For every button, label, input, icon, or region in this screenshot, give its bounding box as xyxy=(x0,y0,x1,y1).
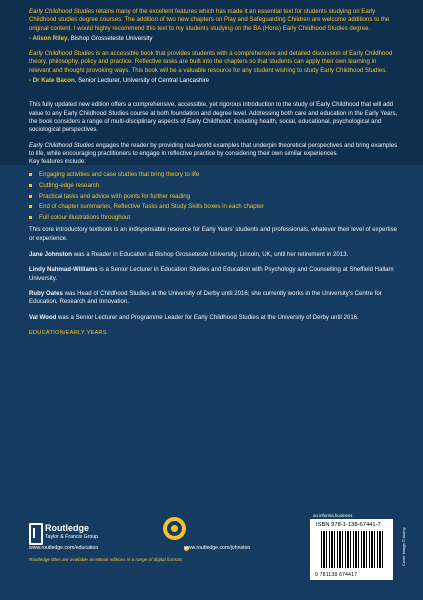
barcode-icon xyxy=(321,531,384,568)
author-text: was a Senior Lecturer and Programme Leader for Early Childhood Studies at the University of Derby until 2016. xyxy=(56,313,359,321)
review-2 xyxy=(29,50,399,85)
cover-credit: Cover image © Alamy xyxy=(401,527,406,566)
routledge-logo-icon xyxy=(29,523,43,545)
feature-item: Engaging activities and case studies that bring theory to life xyxy=(29,171,399,179)
engages-paragraph xyxy=(29,142,399,159)
feature-item: Full colour illustrations throughout xyxy=(29,214,399,222)
barcode-digits: 9 781138 674417 xyxy=(315,572,358,578)
author-name: Jane Johnston xyxy=(29,251,73,259)
feature-item: End of chapter summaries, Reflective Tasks and Study Skills boxes in each chapter xyxy=(29,203,399,211)
feature-item: Cutting-edge research xyxy=(29,182,399,190)
features-list xyxy=(29,171,399,221)
review-1-text: retains many of the excellent features which has made it an essential text for students studying on Early Childhood studies degree courses. The addition of two new chapters on Play and Safeguarding Children are welcome additions to the original content. I would highly recommend this text to my students studying on the BA (Hons) Early Childhood Studies degree. xyxy=(29,8,390,32)
review-2-text: is an accessible book that provides students with a comprehensive and detailed discussion of Early Childhood theory, philosophy, policy and practice. Reflective tasks are built into the chapters so that students can apply their own learning in relevant and thought provoking ways. This book will be a valuable resource for any student wishing to study Early Childhood Studies. xyxy=(29,50,393,74)
author-name: Val Wood xyxy=(29,313,57,321)
author-name: Lindy Nahmad-Williams xyxy=(29,266,98,274)
review-1-author: - Alison Riley xyxy=(29,34,68,42)
author-name: Ruby Oates xyxy=(29,289,63,297)
informa-label: an informa business xyxy=(313,513,353,518)
ebook-note: Routledge titles are available as eBook editions in a range of digital formats xyxy=(29,557,183,562)
publisher-url[interactable]: www.routledge.com/education xyxy=(29,545,99,551)
publisher-name: Routledge xyxy=(45,523,89,533)
companion-website-dot-icon xyxy=(171,525,178,532)
key-features-label: Key features include: xyxy=(29,158,86,166)
author-text: is a Senior Lecturer in Education Studies and Education with Psychology and Counselling at Sheffield Hallam University. xyxy=(29,266,394,282)
author-bio xyxy=(29,266,399,283)
review-2-role: , Senior Lecturer, University of Central Lancashire xyxy=(74,77,210,85)
isbn-text: ISBN 978-1-138-67441-7 xyxy=(316,522,381,528)
author-bio xyxy=(29,290,399,307)
engages-title: Early Childhood Studies xyxy=(29,141,95,149)
review-2-title: Early Childhood Studies xyxy=(29,50,95,58)
feature-item: Practical tasks and advice with points for further reading xyxy=(29,193,399,201)
intro-paragraph: This fully updated new edition offers a comprehensive, accessible, yet rigorous introduction to the study of Early Childhood that will add value to any Early Childhood Studies course at both foundation and degree level. Addressing both care and education in the Early Years, the book considers a range of multi-disciplinary aspects of Early Childhood; including health, social, educational, psychological and sociological perspectives. xyxy=(29,101,398,134)
companion-website-url[interactable]: www.routledge.com/johnston xyxy=(184,545,251,551)
category-label: EDUCATION/EARLY YEARS xyxy=(29,329,107,336)
review-2-author: - Dr Kate Bacon xyxy=(29,77,75,85)
author-bio xyxy=(29,251,399,259)
publisher-subtitle: Taylor & Francis Group xyxy=(45,534,99,540)
back-cover-content xyxy=(29,8,399,336)
companion-website-icon xyxy=(163,517,186,540)
author-text: was a Reader in Education at Bishop Grosseteste University, Lincoln, UK, until her retirement in 2013. xyxy=(72,251,349,259)
review-1-role: , Bishop Grosseteste University xyxy=(67,34,153,42)
author-bio xyxy=(29,314,399,322)
review-1 xyxy=(29,8,399,43)
engages-text: engages the reader by providing real-world examples that underpin theoretical perspectives and bring examples to life, while encouraging practitioners to engage in reflective practice by considering their own similar experiences. xyxy=(29,141,398,157)
review-1-title: Early Childhood Studies xyxy=(29,8,95,15)
author-text: was Head of Childhood Studies at the University of Derby until 2016; she currently works in the University's Centre for Education, Research and Innovation. xyxy=(29,289,382,306)
core-textbook-paragraph: This core introductory textbook is an indispensable resource for Early Years' students and professionals, whatever their level of expertise or experience. xyxy=(29,226,397,242)
